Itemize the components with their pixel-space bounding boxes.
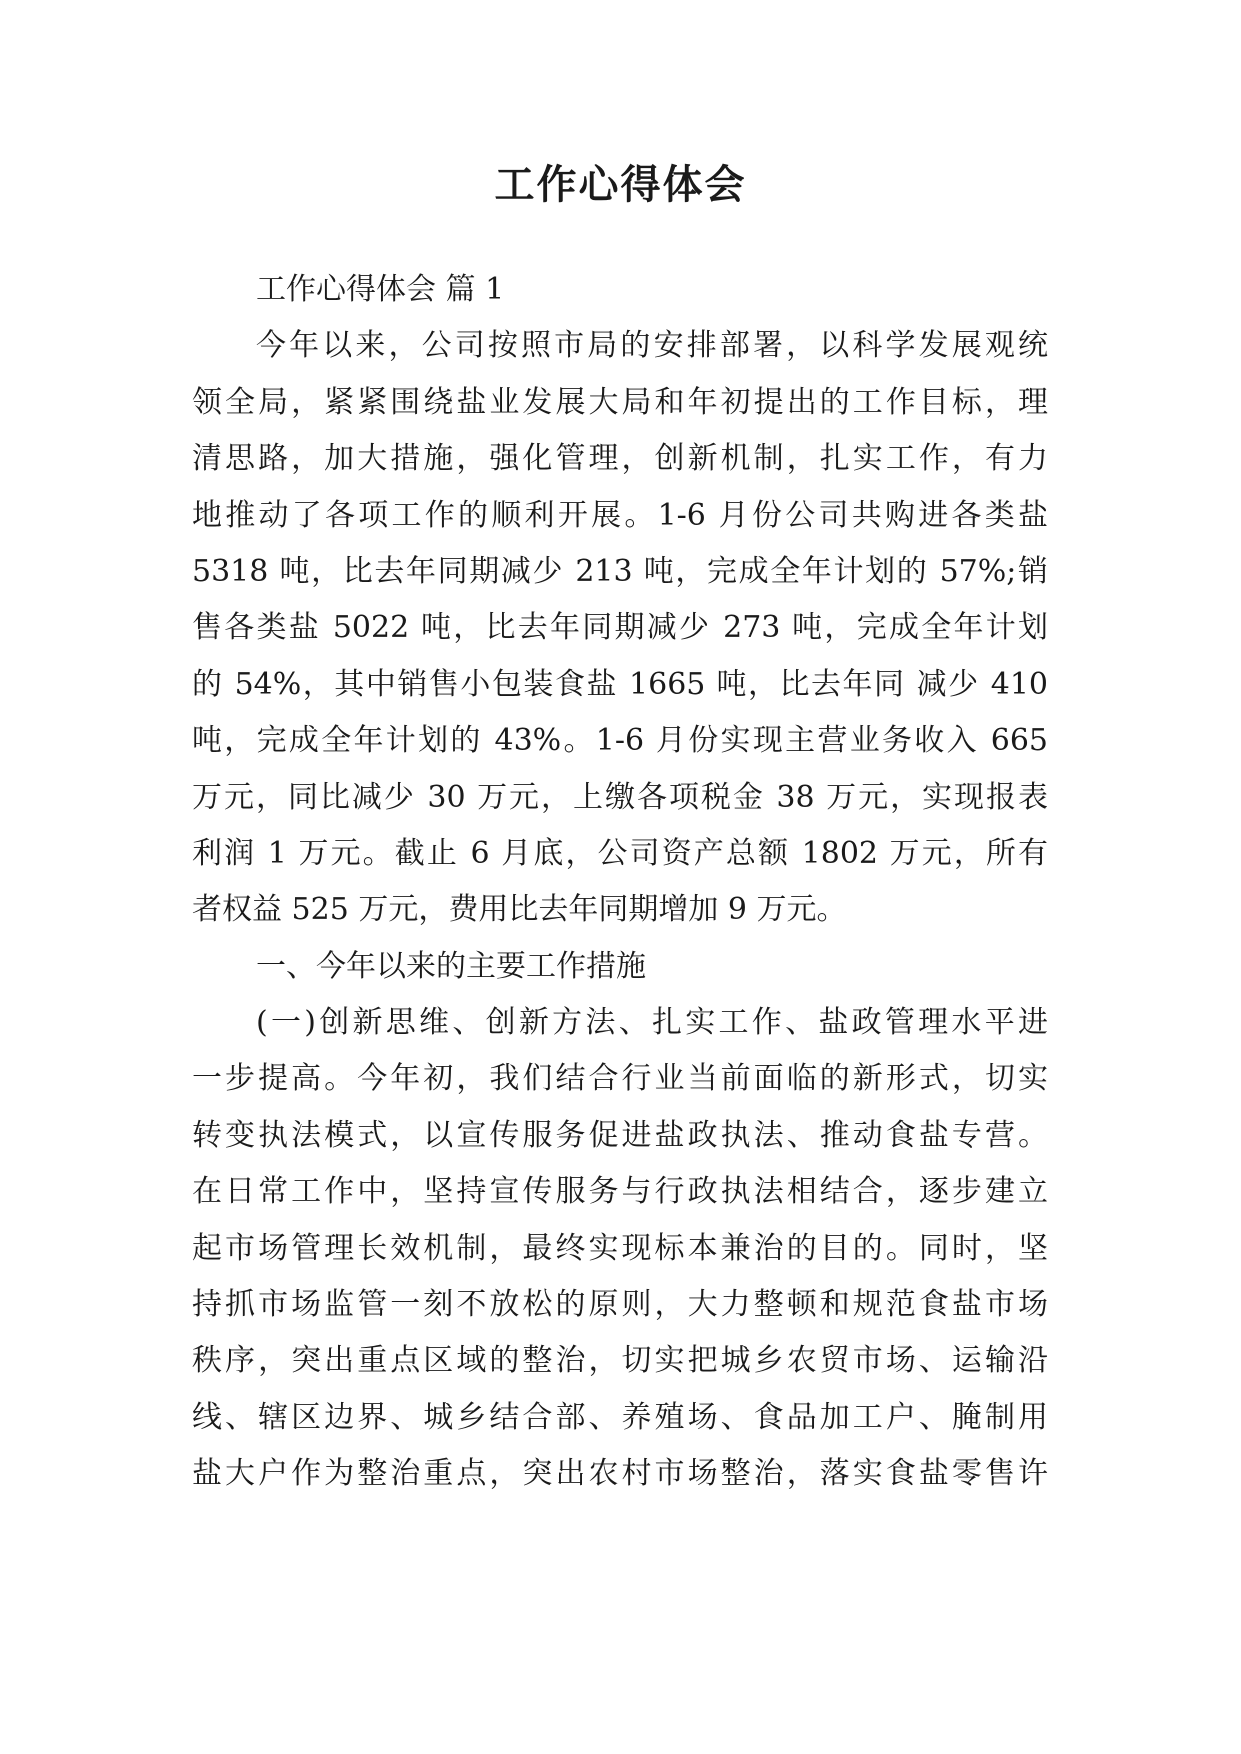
paragraph-line: 线、辖区边界、城乡结合部、养殖场、食品加工户、腌制用 — [192, 1399, 1048, 1435]
paragraph-line: 秩序，突出重点区域的整治，切实把城乡农贸市场、运输沿 — [192, 1343, 1048, 1379]
subsection-heading: 一、今年以来的主要工作措施 — [256, 948, 646, 984]
section-heading: 工作心得体会 篇 1 — [256, 272, 505, 307]
paragraph-line: 领全局，紧紧围绕盐业发展大局和年初提出的工作目标，理 — [192, 384, 1048, 420]
document-title: 工作心得体会 — [494, 161, 747, 208]
paragraph-line: (一)创新思维、创新方法、扎实工作、盐政管理水平进 — [256, 1005, 1048, 1041]
document-body — [192, 262, 1048, 1503]
paragraph-line: 5318 吨，比去年同期减少 213 吨，完成全年计划的 57%;销 — [192, 553, 1048, 589]
paragraph-line: 利润 1 万元。截止 6 月底，公司资产总额 1802 万元，所有 — [192, 835, 1048, 871]
paragraph-line: 清思路，加大措施，强化管理，创新机制，扎实工作，有力 — [192, 441, 1048, 477]
paragraph-line: 持抓市场监管一刻不放松的原则，大力整顿和规范食盐市场 — [192, 1287, 1048, 1323]
paragraph-line: 者权益 525 万元，费用比去年同期增加 9 万元。 — [192, 892, 847, 928]
paragraph-line: 转变执法模式，以宣传服务促进盐政执法、推动食盐专营。 — [192, 1117, 1048, 1153]
paragraph-line: 地推动了各项工作的顺利开展。1-6 月份公司共购进各类盐 — [192, 497, 1048, 533]
paragraph-line: 的 54%，其中销售小包装食盐 1665 吨，比去年同 减少 410 — [192, 666, 1048, 702]
paragraph-line: 在日常工作中，坚持宣传服务与行政执法相结合，逐步建立 — [192, 1174, 1048, 1210]
paragraph-line: 今年以来，公司按照市局的安排部署，以科学发展观统 — [256, 328, 1048, 364]
paragraph-line: 一步提高。今年初，我们结合行业当前面临的新形式，切实 — [192, 1061, 1048, 1097]
paragraph-line: 盐大户作为整治重点，突出农村市场整治，落实食盐零售许 — [192, 1456, 1048, 1492]
paragraph-line: 吨，完成全年计划的 43%。1-6 月份实现主营业务收入 665 — [192, 723, 1048, 759]
paragraph-line: 起市场管理长效机制，最终实现标本兼治的目的。同时，坚 — [192, 1230, 1048, 1266]
paragraph-line: 万元，同比减少 30 万元，上缴各项税金 38 万元，实现报表 — [192, 779, 1048, 815]
paragraph-line: 售各类盐 5022 吨，比去年同期减少 273 吨，完成全年计划 — [192, 610, 1048, 646]
